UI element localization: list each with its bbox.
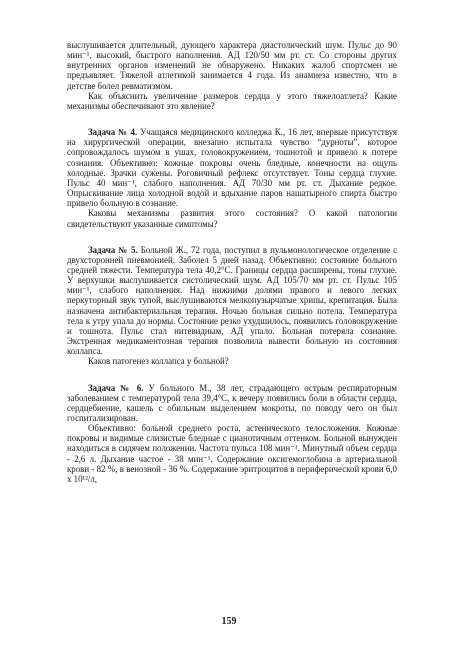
task-5-paragraph	[67, 245, 397, 357]
page-number: 159	[221, 616, 237, 627]
page-text	[67, 40, 397, 484]
intro-question: Как объяснить увеличение размеров сердца у этого тяжелоатлета? Какие механизмы обеспечивают это явление?	[67, 90, 397, 111]
task-5-question: Каков патогенез коллапса у больной?	[88, 356, 229, 367]
task-5-title: Задача № 5.	[88, 244, 138, 255]
task-4-question: Каковы механизмы развития этого состояния? О какой патологии свидетельствуют указанные симптомы?	[67, 208, 397, 229]
task-4-text: Учащаяся медицинского колледжа К., 16 лет, впервые присутствуя на хирургической операции, внезапно испытала чувство “дурноты”, которое сопровождалось шумом в ушах, головокружением, тошнотой и привело к потере сознания. Объективно: кожные покровы очень бледные, конечности на ощупь холодные. Зрачки сужены. Роговичный рефлекс отсутствует. Тоны сердца глухие. Пульс 40 мин⁻¹, слабого наполнения. АД 70/30 мм рт. ст. Дыхание редкое. Опрыскивание лица холодной водой и вдыхание паров нашатырного спирта быстро привело больную в сознание.	[67, 127, 398, 209]
task-6-title: Задача № 6.	[88, 382, 144, 393]
task-4-paragraph	[67, 127, 397, 208]
task-5-text: Больной Ж., 72 года, поступил в пульмонологическое отделение с двухсторонней пневмонией. Заболел 5 дней назад. Объективно: состояние больного средней тяжести. Температура тела 40,2°С. Границы сердца расширены, тоны глухие. У верхушки выслушивается систолический шум. АД 105/70 мм рт. ст. Пульс 105 мин⁻¹, слабого наполнения. Над нижними долями правого и левого легких перкуторный звук тупой, выслушиваются мелкопузырчатые хрипы, крепитация. Была назначена антибактериальная терапия. Ночью больная сильно потела. Температура тела к утру упала до нормы. Состояние резко ухудшилось, появились головокружение и тошнота. Пульс стал нитевидным, АД упало. Больная потеряла сознание. Экстренная медикаментозная терапия позволила вывести больную из состояния коллапса.	[67, 244, 398, 357]
task-6-paragraph	[67, 383, 397, 424]
task-6-objective: Объективно: больной среднего роста, астенического телосложения. Кожные покровы и видимые слизистые бледные с цианотичным оттенком. Больной вынужден находиться в сидячем положении. Частота пульса 108 мин⁻¹. Минутный объем сердца - 2,6 л. Дыхание частое - 38 мин⁻¹. Содержание оксигемоглобина в артериальной крови - 82 %, в венозной - 36 %. Содержание эритроцитов в периферической крови 6,0 х 10¹²/л,	[67, 423, 397, 484]
task-4-title: Задача № 4.	[88, 127, 138, 138]
task-6-text: У больного М., 38 лет, страдающего острым респираторным заболеванием с температурой тела 39,4°С, к вечеру появились боли в области сердца, сердцебиение, кашель с обильным выделением мокроты, по поводу чего он был госпитализирован.	[67, 382, 398, 423]
intro-paragraph: выслушивается длительный, дующего характера диастолический шум. Пульс до 90 мин⁻¹, высокий, быстрого наполнения. АД 120/50 мм рт. ст. Со стороны других внутренних органов изменений не обнаружено. Никаких жалоб спортсмен не предъявляет. Тяжелой атлетикой занимается 4 года. Из анамнеза известно, что в детстве болел ревматизмом.	[67, 40, 397, 91]
